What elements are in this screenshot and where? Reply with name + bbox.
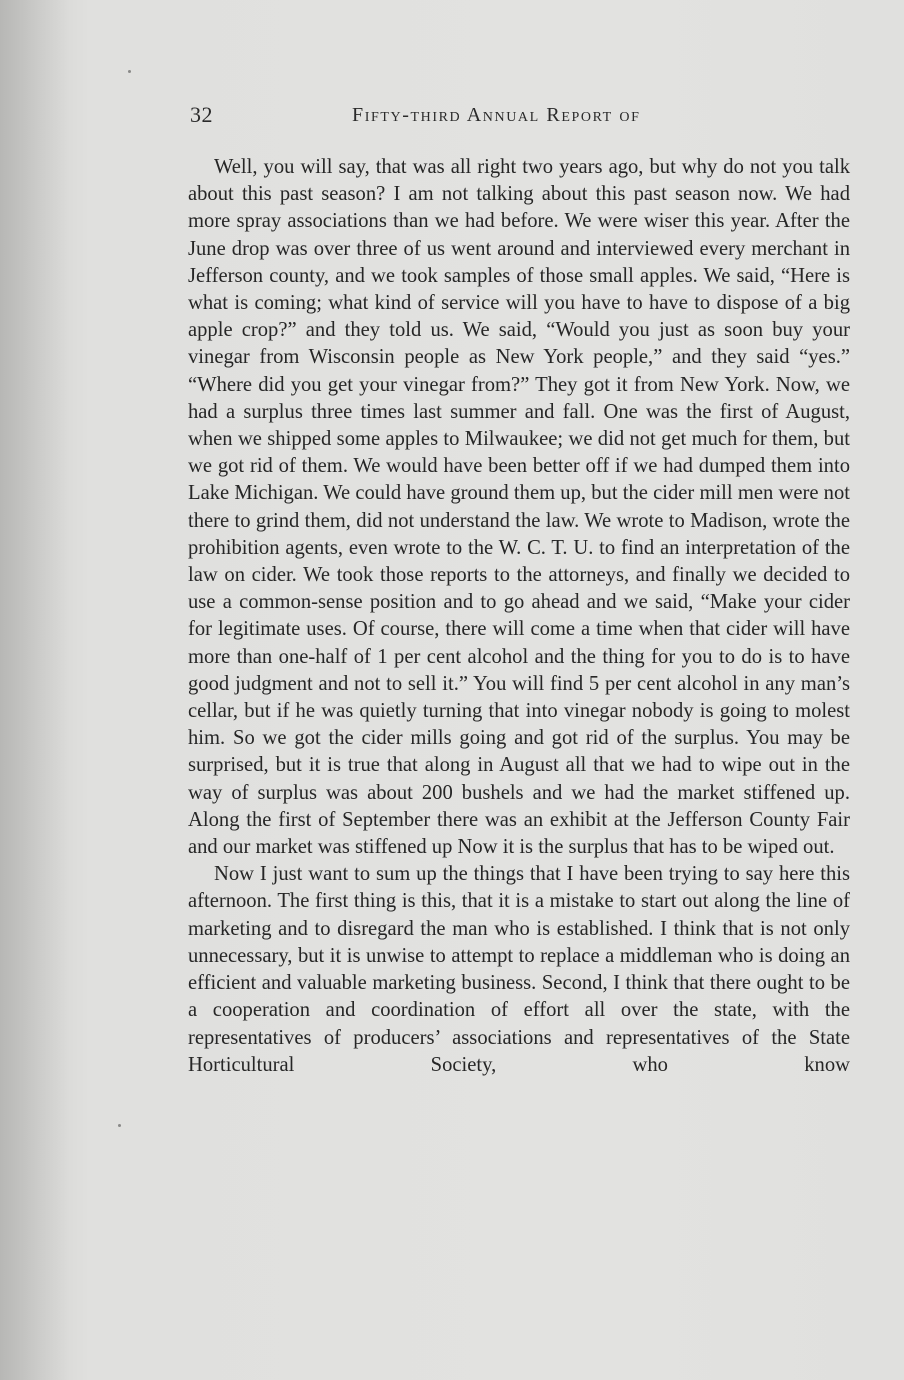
paper-speck [128, 70, 131, 73]
body-text [188, 154, 850, 1079]
paper-speck [118, 1124, 121, 1127]
page-header [190, 100, 850, 134]
binding-gutter-shadow [0, 0, 70, 1380]
page-number: 32 [190, 102, 213, 127]
paragraph: Well, you will say, that was all right two years ago, but why do not you talk about this past season? I am not talking about this past season now. We had more spray associations than we had before. We were wiser this year. After the June drop was over three of us went around and interviewed every merchant in Jefferson county, and we took samples of those small apples. We said, “Here is what is coming; what kind of service will you have to have to dispose of a big apple crop?” and they told us. We said, “Would you just as soon buy your vinegar from Wisconsin people as New York people,” and they said “yes.” “Where did you get your vinegar from?” They got it from New York. Now, we had a surplus three times last summer and fall. One was the first of August, when we shipped some apples to Milwaukee; we did not get much for them, but we got rid of them. We would have been better off if we had dumped them into Lake Michigan. We could have ground them up, but the cider mill men were not there to grind them, did not understand the law. We wrote to Madison, wrote the prohibition agents, even wrote to the W. C. T. U. to find an interpretation of the law on cider. We took those reports to the attorneys, and finally we decided to use a common-sense position and to go ahead and we said, “Make your cider for legitimate uses. Of course, there will come a time when that cider will have more than one-half of 1 per cent alcohol and the thing for you to do is to have good judgment and not to sell it.” You will find 5 per cent alcohol in any man’s cellar, but if he was quietly turning that into vinegar nobody is going to molest him. So we got the cider mills going and got rid of the surplus. You may be surprised, but it is true that along in August all that we had to wipe out in the way of surplus was about 200 bushels and we had the market stiffened up. Along the first of September there was an exhibit at the Jefferson County Fair and our market was stiffened up Now it is the surplus that has to be wiped out. [188, 156, 850, 859]
paragraph: Now I just want to sum up the things that I have been trying to say here this afternoon. The first thing is this, that it is a mistake to start out along the line of marketing and to disregard the man who is established. I think that is not only unnecessary, but it is unwise to attempt to replace a middleman who is doing an efficient and valuable marketing business. Second, I think that there ought to be a cooperation and coordination of effort all over the state, with the representatives of producers’ associations and representatives of the State Horticultural Society, who know [188, 863, 850, 1076]
running-head: Fifty-third Annual Report of [352, 104, 641, 126]
